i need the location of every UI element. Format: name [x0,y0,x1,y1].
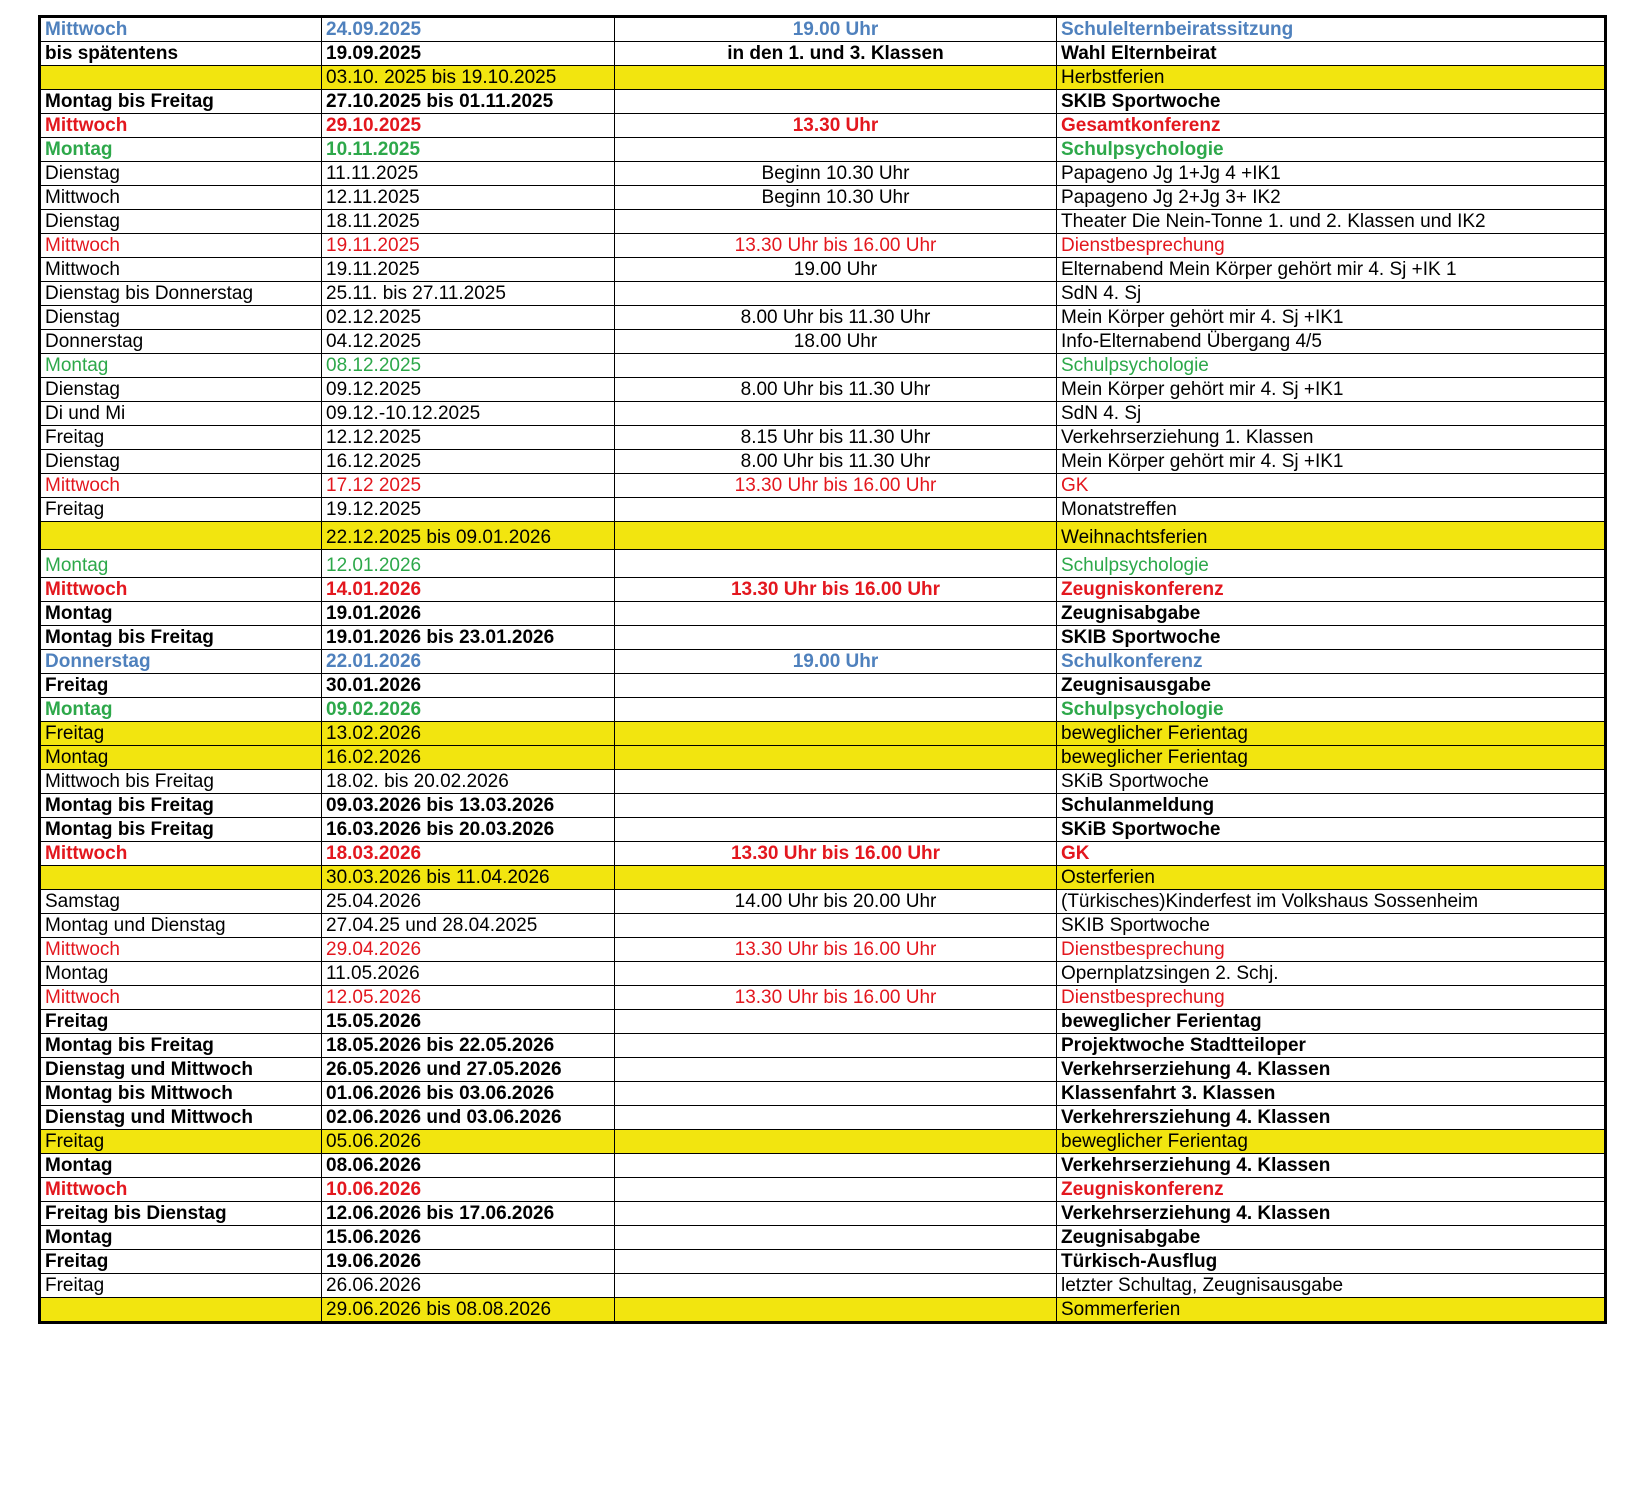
calendar-row [40,1010,1606,1034]
date-cell: 09.12.-10.12.2025 [322,402,615,426]
time-cell: 8.15 Uhr bis 11.30 Uhr [615,426,1057,450]
event-cell: Schulelternbeiratssitzung [1057,17,1606,42]
time-cell [615,1202,1057,1226]
event-cell: Schulpsychologie [1057,698,1606,722]
calendar-row [40,938,1606,962]
day-cell: Montag bis Freitag [40,818,322,842]
date-cell: 05.06.2026 [322,1130,615,1154]
event-cell: SKiB Sportwoche [1057,770,1606,794]
day-cell: Donnerstag [40,330,322,354]
calendar-row [40,498,1606,522]
time-cell [615,722,1057,746]
calendar-row [40,186,1606,210]
calendar-row [40,42,1606,66]
calendar-row [40,770,1606,794]
day-cell: Montag [40,962,322,986]
event-cell: Weihnachtsferien [1057,522,1606,550]
day-cell: Montag [40,1154,322,1178]
calendar-row [40,330,1606,354]
day-cell: Montag bis Freitag [40,90,322,114]
day-cell: Dienstag [40,162,322,186]
day-cell: Dienstag [40,378,322,402]
date-cell: 19.09.2025 [322,42,615,66]
day-cell: Dienstag und Mittwoch [40,1106,322,1130]
calendar-row [40,1250,1606,1274]
day-cell: Mittwoch [40,842,322,866]
time-cell: 18.00 Uhr [615,330,1057,354]
day-cell: Mittwoch [40,938,322,962]
date-cell: 19.11.2025 [322,234,615,258]
calendar-row [40,1034,1606,1058]
event-cell: SdN 4. Sj [1057,402,1606,426]
calendar-row [40,626,1606,650]
calendar-row [40,986,1606,1010]
calendar-row [40,650,1606,674]
calendar-row [40,1058,1606,1082]
event-cell: Sommerferien [1057,1298,1606,1323]
day-cell: Mittwoch [40,258,322,282]
event-cell: Dienstbesprechung [1057,986,1606,1010]
event-cell: Schulanmeldung [1057,794,1606,818]
calendar-row [40,674,1606,698]
date-cell: 19.11.2025 [322,258,615,282]
date-cell: 29.10.2025 [322,114,615,138]
event-cell: SKIB Sportwoche [1057,626,1606,650]
day-cell: Montag [40,550,322,578]
date-cell: 11.11.2025 [322,162,615,186]
time-cell: 19.00 Uhr [615,650,1057,674]
event-cell: Verkehrserziehung 4. Klassen [1057,1058,1606,1082]
event-cell: Verkehrersziehung 4. Klassen [1057,1106,1606,1130]
event-cell: beweglicher Ferientag [1057,1130,1606,1154]
day-cell: bis spätentens [40,42,322,66]
time-cell [615,550,1057,578]
date-cell: 14.01.2026 [322,578,615,602]
day-cell: Freitag [40,1010,322,1034]
day-cell: Montag bis Freitag [40,794,322,818]
event-cell: Theater Die Nein-Tonne 1. und 2. Klassen und IK2 [1057,210,1606,234]
calendar-row [40,794,1606,818]
calendar-row [40,17,1606,42]
time-cell: 13.30 Uhr bis 16.00 Uhr [615,578,1057,602]
calendar-row [40,1178,1606,1202]
calendar-row [40,866,1606,890]
date-cell: 12.01.2026 [322,550,615,578]
event-cell: Verkehrserziehung 4. Klassen [1057,1154,1606,1178]
event-cell: Papageno Jg 2+Jg 3+ IK2 [1057,186,1606,210]
day-cell: Montag [40,746,322,770]
calendar-row [40,1298,1606,1323]
day-cell: Freitag bis Dienstag [40,1202,322,1226]
time-cell [615,818,1057,842]
event-cell: beweglicher Ferientag [1057,1010,1606,1034]
time-cell [615,522,1057,550]
event-cell: SKIB Sportwoche [1057,914,1606,938]
calendar-row [40,722,1606,746]
event-cell: Schulpsychologie [1057,354,1606,378]
time-cell [615,698,1057,722]
day-cell: Dienstag bis Donnerstag [40,282,322,306]
day-cell: Mittwoch [40,986,322,1010]
date-cell: 08.12.2025 [322,354,615,378]
time-cell [615,1106,1057,1130]
time-cell [615,210,1057,234]
event-cell: Papageno Jg 1+Jg 4 +IK1 [1057,162,1606,186]
day-cell: Di und Mi [40,402,322,426]
day-cell: Freitag [40,498,322,522]
calendar-row [40,282,1606,306]
event-cell: Mein Körper gehört mir 4. Sj +IK1 [1057,450,1606,474]
day-cell: Montag bis Freitag [40,626,322,650]
event-cell: SdN 4. Sj [1057,282,1606,306]
day-cell: Montag bis Freitag [40,1034,322,1058]
calendar-row [40,162,1606,186]
event-cell: (Türkisches)Kinderfest im Volkshaus Sossenheim [1057,890,1606,914]
calendar-row [40,258,1606,282]
event-cell: letzter Schultag, Zeugnisausgabe [1057,1274,1606,1298]
date-cell: 30.03.2026 bis 11.04.2026 [322,866,615,890]
event-cell: Monatstreffen [1057,498,1606,522]
time-cell [615,1082,1057,1106]
day-cell: Mittwoch bis Freitag [40,770,322,794]
calendar-row [40,1202,1606,1226]
calendar-row [40,138,1606,162]
event-cell: Schulkonferenz [1057,650,1606,674]
day-cell: Freitag [40,1130,322,1154]
date-cell: 19.12.2025 [322,498,615,522]
calendar-row [40,550,1606,578]
event-cell: beweglicher Ferientag [1057,722,1606,746]
date-cell: 18.03.2026 [322,842,615,866]
time-cell: in den 1. und 3. Klassen [615,42,1057,66]
day-cell: Samstag [40,890,322,914]
date-cell: 25.04.2026 [322,890,615,914]
date-cell: 16.03.2026 bis 20.03.2026 [322,818,615,842]
date-cell: 25.11. bis 27.11.2025 [322,282,615,306]
time-cell [615,1178,1057,1202]
time-cell [615,66,1057,90]
date-cell: 10.06.2026 [322,1178,615,1202]
time-cell [615,1226,1057,1250]
date-cell: 12.05.2026 [322,986,615,1010]
event-cell: Klassenfahrt 3. Klassen [1057,1082,1606,1106]
event-cell: GK [1057,842,1606,866]
calendar-row [40,746,1606,770]
event-cell: Info-Elternabend Übergang 4/5 [1057,330,1606,354]
calendar-row [40,450,1606,474]
event-cell: Zeugnisabgabe [1057,602,1606,626]
date-cell: 09.03.2026 bis 13.03.2026 [322,794,615,818]
time-cell: Beginn 10.30 Uhr [615,186,1057,210]
calendar-row [40,522,1606,550]
event-cell: Zeugnisausgabe [1057,674,1606,698]
date-cell: 09.12.2025 [322,378,615,402]
event-cell: Zeugniskonferenz [1057,578,1606,602]
time-cell [615,1250,1057,1274]
calendar-row [40,914,1606,938]
calendar-row [40,1130,1606,1154]
time-cell [615,402,1057,426]
day-cell: Montag [40,138,322,162]
date-cell: 01.06.2026 bis 03.06.2026 [322,1082,615,1106]
event-cell: Gesamtkonferenz [1057,114,1606,138]
time-cell [615,674,1057,698]
calendar-row [40,578,1606,602]
date-cell: 30.01.2026 [322,674,615,698]
event-cell: Verkehrserziehung 1. Klassen [1057,426,1606,450]
date-cell: 16.12.2025 [322,450,615,474]
day-cell: Mittwoch [40,474,322,498]
day-cell: Dienstag und Mittwoch [40,1058,322,1082]
time-cell [615,794,1057,818]
event-cell: beweglicher Ferientag [1057,746,1606,770]
time-cell [615,1154,1057,1178]
event-cell: SKiB Sportwoche [1057,818,1606,842]
calendar-row [40,842,1606,866]
calendar-row [40,210,1606,234]
date-cell: 19.06.2026 [322,1250,615,1274]
calendar-row [40,602,1606,626]
time-cell: 8.00 Uhr bis 11.30 Uhr [615,450,1057,474]
calendar-row [40,306,1606,330]
date-cell: 02.12.2025 [322,306,615,330]
calendar-body [40,17,1606,1323]
school-calendar-table [38,15,1607,1324]
day-cell: Freitag [40,674,322,698]
day-cell [40,522,322,550]
calendar-row [40,1082,1606,1106]
time-cell [615,962,1057,986]
time-cell: 13.30 Uhr bis 16.00 Uhr [615,986,1057,1010]
day-cell [40,1298,322,1323]
calendar-row [40,474,1606,498]
time-cell: 13.30 Uhr [615,114,1057,138]
day-cell: Freitag [40,426,322,450]
date-cell: 27.10.2025 bis 01.11.2025 [322,90,615,114]
calendar-row [40,818,1606,842]
day-cell: Montag [40,354,322,378]
date-cell: 24.09.2025 [322,17,615,42]
date-cell: 29.04.2026 [322,938,615,962]
date-cell: 19.01.2026 [322,602,615,626]
date-cell: 13.02.2026 [322,722,615,746]
day-cell: Montag [40,698,322,722]
time-cell [615,1130,1057,1154]
date-cell: 27.04.25 und 28.04.2025 [322,914,615,938]
date-cell: 12.12.2025 [322,426,615,450]
calendar-row [40,114,1606,138]
calendar-row [40,90,1606,114]
time-cell [615,746,1057,770]
date-cell: 29.06.2026 bis 08.08.2026 [322,1298,615,1323]
time-cell: 13.30 Uhr bis 16.00 Uhr [615,842,1057,866]
date-cell: 03.10. 2025 bis 19.10.2025 [322,66,615,90]
calendar-row [40,402,1606,426]
event-cell: Dienstbesprechung [1057,938,1606,962]
day-cell: Freitag [40,722,322,746]
calendar-row [40,354,1606,378]
time-cell: 13.30 Uhr bis 16.00 Uhr [615,234,1057,258]
time-cell [615,498,1057,522]
day-cell: Mittwoch [40,17,322,42]
date-cell: 17.12 2025 [322,474,615,498]
time-cell [615,1010,1057,1034]
date-cell: 16.02.2026 [322,746,615,770]
calendar-row [40,1106,1606,1130]
time-cell: 13.30 Uhr bis 16.00 Uhr [615,474,1057,498]
date-cell: 18.11.2025 [322,210,615,234]
event-cell: Osterferien [1057,866,1606,890]
day-cell: Mittwoch [40,186,322,210]
event-cell: Zeugniskonferenz [1057,1178,1606,1202]
day-cell: Dienstag [40,210,322,234]
event-cell: Wahl Elternbeirat [1057,42,1606,66]
event-cell: Verkehrserziehung 4. Klassen [1057,1202,1606,1226]
date-cell: 26.05.2026 und 27.05.2026 [322,1058,615,1082]
event-cell: Türkisch-Ausflug [1057,1250,1606,1274]
date-cell: 15.06.2026 [322,1226,615,1250]
event-cell: Mein Körper gehört mir 4. Sj +IK1 [1057,378,1606,402]
day-cell: Mittwoch [40,578,322,602]
time-cell [615,1298,1057,1323]
calendar-row [40,1154,1606,1178]
calendar-row [40,698,1606,722]
day-cell: Dienstag [40,450,322,474]
date-cell: 26.06.2026 [322,1274,615,1298]
time-cell [615,90,1057,114]
day-cell: Montag [40,1226,322,1250]
day-cell: Mittwoch [40,234,322,258]
event-cell: Dienstbesprechung [1057,234,1606,258]
time-cell [615,282,1057,306]
event-cell: Mein Körper gehört mir 4. Sj +IK1 [1057,306,1606,330]
date-cell: 08.06.2026 [322,1154,615,1178]
day-cell: Montag [40,602,322,626]
date-cell: 12.11.2025 [322,186,615,210]
date-cell: 10.11.2025 [322,138,615,162]
date-cell: 12.06.2026 bis 17.06.2026 [322,1202,615,1226]
time-cell: 8.00 Uhr bis 11.30 Uhr [615,378,1057,402]
time-cell [615,1034,1057,1058]
time-cell: 13.30 Uhr bis 16.00 Uhr [615,938,1057,962]
event-cell: GK [1057,474,1606,498]
date-cell: 09.02.2026 [322,698,615,722]
day-cell: Freitag [40,1274,322,1298]
day-cell: Montag und Dienstag [40,914,322,938]
event-cell: Schulpsychologie [1057,550,1606,578]
day-cell: Mittwoch [40,114,322,138]
time-cell [615,770,1057,794]
event-cell: Herbstferien [1057,66,1606,90]
date-cell: 18.05.2026 bis 22.05.2026 [322,1034,615,1058]
day-cell: Montag bis Mittwoch [40,1082,322,1106]
time-cell [615,866,1057,890]
day-cell: Mittwoch [40,1178,322,1202]
time-cell: 8.00 Uhr bis 11.30 Uhr [615,306,1057,330]
time-cell [615,602,1057,626]
date-cell: 22.01.2026 [322,650,615,674]
time-cell [615,1274,1057,1298]
calendar-row [40,426,1606,450]
calendar-row [40,378,1606,402]
time-cell: Beginn 10.30 Uhr [615,162,1057,186]
time-cell [615,914,1057,938]
day-cell: Dienstag [40,306,322,330]
time-cell: 19.00 Uhr [615,17,1057,42]
time-cell [615,138,1057,162]
date-cell: 22.12.2025 bis 09.01.2026 [322,522,615,550]
day-cell: Freitag [40,1250,322,1274]
calendar-row [40,66,1606,90]
day-cell [40,866,322,890]
event-cell: SKIB Sportwoche [1057,90,1606,114]
date-cell: 18.02. bis 20.02.2026 [322,770,615,794]
day-cell: Donnerstag [40,650,322,674]
calendar-row [40,1274,1606,1298]
date-cell: 11.05.2026 [322,962,615,986]
calendar-row [40,1226,1606,1250]
time-cell [615,1058,1057,1082]
calendar-row [40,962,1606,986]
time-cell: 14.00 Uhr bis 20.00 Uhr [615,890,1057,914]
calendar-row [40,234,1606,258]
event-cell: Projektwoche Stadtteiloper [1057,1034,1606,1058]
event-cell: Schulpsychologie [1057,138,1606,162]
day-cell [40,66,322,90]
event-cell: Zeugnisabgabe [1057,1226,1606,1250]
event-cell: Elternabend Mein Körper gehört mir 4. Sj +IK 1 [1057,258,1606,282]
event-cell: Opernplatzsingen 2. Schj. [1057,962,1606,986]
date-cell: 02.06.2026 und 03.06.2026 [322,1106,615,1130]
calendar-row [40,890,1606,914]
date-cell: 15.05.2026 [322,1010,615,1034]
date-cell: 19.01.2026 bis 23.01.2026 [322,626,615,650]
time-cell: 19.00 Uhr [615,258,1057,282]
time-cell [615,354,1057,378]
time-cell [615,626,1057,650]
date-cell: 04.12.2025 [322,330,615,354]
